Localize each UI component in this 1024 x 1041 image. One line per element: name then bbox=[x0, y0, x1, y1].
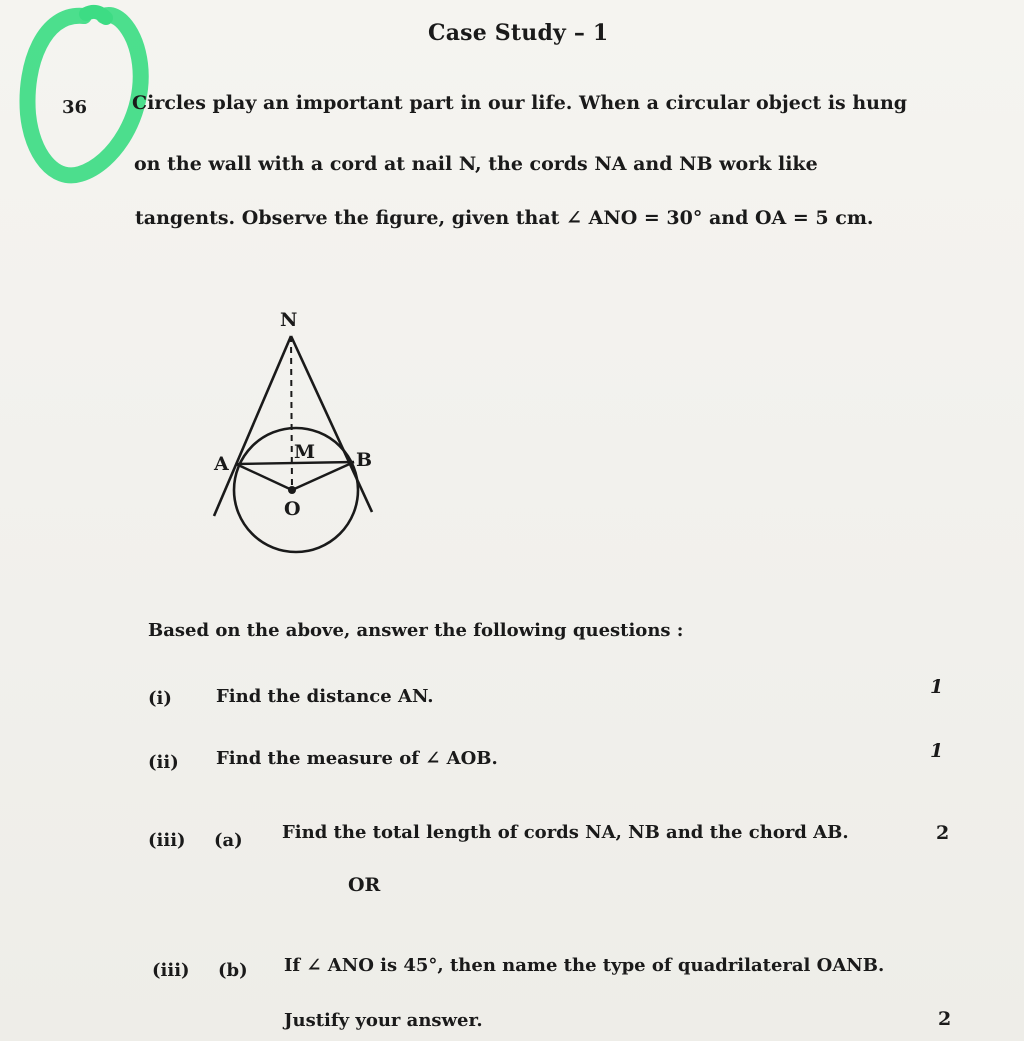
circle-tangent-figure bbox=[200, 300, 390, 570]
dashed-no bbox=[291, 336, 292, 490]
subq-3b-text-2: Justify your answer. bbox=[284, 1010, 483, 1031]
subq-3b-part: (b) bbox=[218, 960, 248, 981]
radius-oa bbox=[236, 464, 292, 490]
or-separator: OR bbox=[348, 874, 381, 896]
intro-line-1: Circles play an important part in our life. When a circular object is hung bbox=[132, 92, 908, 114]
subq-3a-part: (a) bbox=[214, 830, 243, 851]
instructions: Based on the above, answer the following questions : bbox=[148, 620, 684, 641]
subq-1-marks: 1 bbox=[930, 676, 944, 698]
subq-3b-text: If ∠ ANO is 45°, then name the type of quadrilateral OANB. bbox=[284, 955, 885, 976]
subq-2-text: Find the measure of ∠ AOB. bbox=[216, 748, 498, 769]
label-n: N bbox=[280, 309, 298, 331]
subq-1-numeral: (i) bbox=[148, 688, 172, 709]
label-a: A bbox=[214, 453, 229, 475]
subq-2-marks: 1 bbox=[930, 740, 944, 762]
label-o: O bbox=[284, 498, 301, 520]
subq-3b-numeral: (iii) bbox=[152, 960, 190, 981]
intro-line-2: on the wall with a cord at nail N, the cords NA and NB work like bbox=[134, 153, 818, 175]
radius-ob bbox=[292, 462, 354, 490]
page-title: Case Study – 1 bbox=[428, 20, 609, 46]
intro-line-3: tangents. Observe the figure, given that ∠ ANO = 30° and OA = 5 cm. bbox=[135, 207, 874, 229]
subq-3a-numeral: (iii) bbox=[148, 830, 186, 851]
label-m: M bbox=[294, 441, 316, 463]
cord-na bbox=[214, 336, 291, 516]
subq-2-numeral: (ii) bbox=[148, 752, 179, 773]
label-b: B bbox=[356, 449, 373, 471]
subq-3a-marks: 2 bbox=[936, 822, 950, 844]
point-o bbox=[288, 486, 296, 494]
subq-3a-text: Find the total length of cords NA, NB and the chord AB. bbox=[282, 822, 849, 843]
question-number: 36 bbox=[62, 97, 88, 118]
subq-3b-marks: 2 bbox=[938, 1008, 952, 1030]
subq-1-text: Find the distance AN. bbox=[216, 686, 434, 707]
